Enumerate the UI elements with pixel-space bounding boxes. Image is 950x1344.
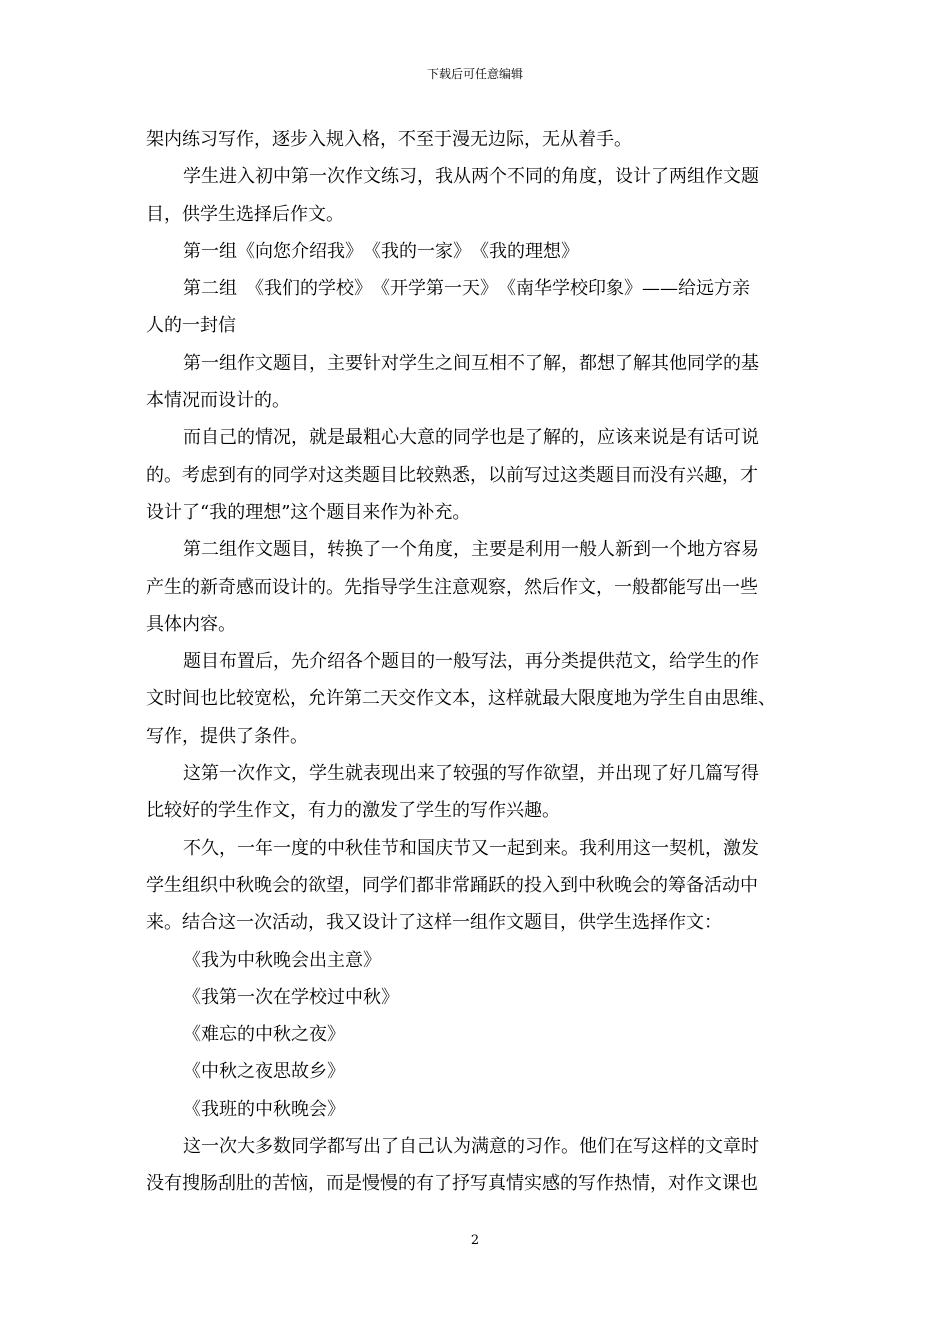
text-line: 第一组《向您介绍我》 《我的一家》 《我的理想》 (183, 240, 579, 262)
text-line: 第一组作文题目，主要针对学生之间互相不了解，都想了解其他同学的基 (183, 352, 759, 374)
text-line: 《难忘的中秋之夜》 (183, 1024, 345, 1046)
text-line: 架内练习写作，逐步入规入格，不至于漫无边际，无从着手。 (146, 129, 632, 150)
text-line: 第二组 《我们的学校》 《开学第一天》 《南华学校印象》——给远方亲 (183, 278, 750, 300)
text-line: 而自己的情况，就是最粗心大意的同学也是了解的，应该来说是有话可说 (183, 427, 759, 449)
text-line: 题目布置后，先介绍各个题目的一般写法，再分类提供范文，给学生的作 (183, 651, 759, 673)
text-line: 不久，一年一度的中秋佳节和国庆节又一起到来。我利用这一契机，激发 (183, 837, 759, 859)
text-line: 没有搜肠刮肚的苦恼，而是慢慢的有了抒写真情实感的写作热情，对作文课也 (146, 1173, 758, 1195)
text-line: 写作，提供了条件。 (146, 725, 308, 747)
text-line: 设计了“我的理想”这个题目来作为补充。 (146, 501, 471, 523)
text-line: 学生进入初中第一次作文练习，我从两个不同的角度，设计了两组作文题 (183, 166, 759, 188)
text-line: 《中秋之夜思故乡》 (183, 1061, 345, 1083)
text-line: 《我为中秋晚会出主意》 (183, 949, 381, 971)
text-line: 《我第一次在学校过中秋》 (183, 986, 399, 1008)
text-line: 《我班的中秋晚会》 (183, 1098, 345, 1120)
text-line: 产生的新奇感而设计的。先指导学生注意观察，然后作文，一般都能写出一些 (146, 576, 758, 598)
text-line: 这第一次作文，学生就表现出来了较强的写作欲望，并出现了好几篇写得 (183, 763, 759, 785)
text-line: 目，供学生选择后作文。 (146, 203, 344, 225)
document-body (146, 121, 818, 1203)
text-line: 学生组织中秋晚会的欲望，同学们都非常踊跃的投入到中秋晚会的筹备活动中 (146, 874, 758, 896)
page-header: 下载后可任意编辑 (426, 67, 523, 81)
page-number: 2 (470, 1233, 480, 1248)
text-line: 文时间也比较宽松，允许第二天交作文本，这样就最大限度地为学生自由思维、 (146, 688, 776, 710)
text-line: 这一次大多数同学都写出了自己认为满意的习作。他们在写这样的文章时 (183, 1136, 759, 1158)
text-line: 具体内容。 (146, 613, 236, 635)
text-line: 本情况而设计的。 (146, 390, 290, 412)
text-line: 第二组作文题目，转换了一个角度，主要是利用一般人新到一个地方容易 (183, 539, 759, 561)
text-line: 来。结合这一次活动，我又设计了这样一组作文题目，供学生选择作文： (146, 912, 722, 934)
text-line: 人的一封信 (146, 315, 236, 337)
text-line: 的。考虑到有的同学对这类题目比较熟悉，以前写过这类题目而没有兴趣，才 (146, 464, 758, 486)
text-line: 比较好的学生作文，有力的激发了学生的写作兴趣。 (146, 800, 560, 822)
